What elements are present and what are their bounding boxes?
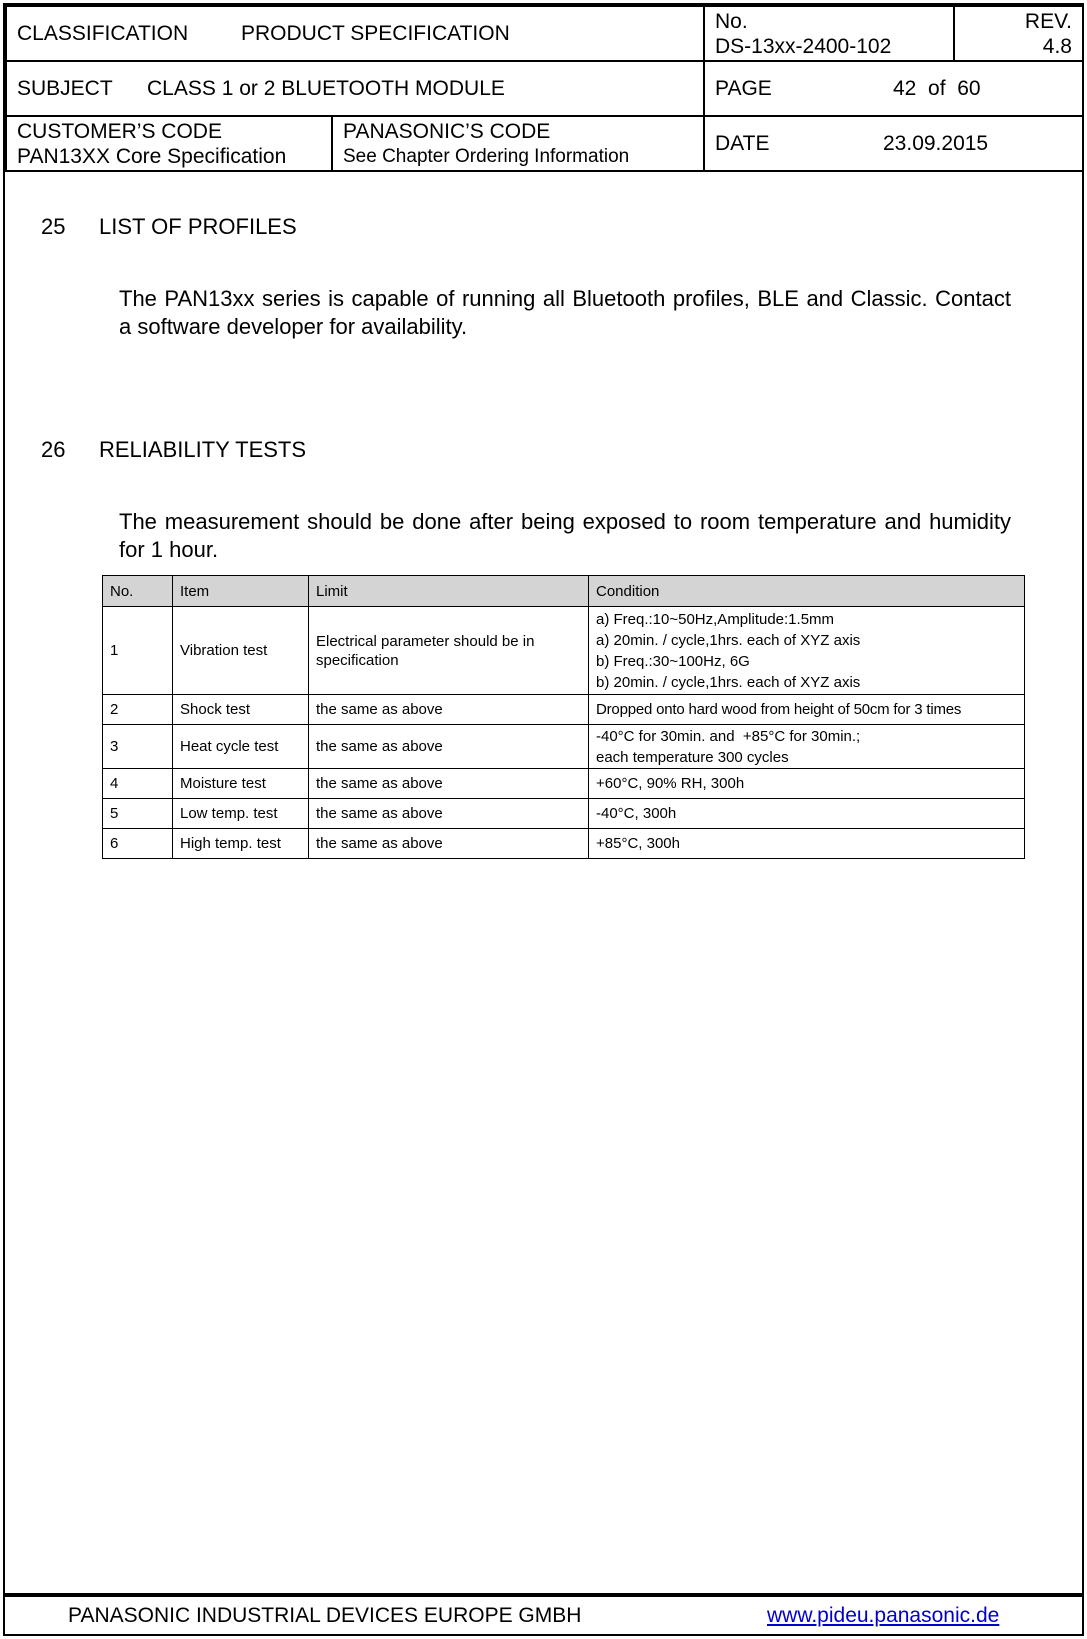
page-footer (5, 1601, 1082, 1631)
doc-number-value: DS-13xx-2400-102 (715, 34, 892, 58)
footer-divider (5, 1593, 1082, 1597)
page-cell (704, 61, 1083, 116)
row-limit: the same as above (309, 695, 589, 725)
subject-label: SUBJECT (17, 77, 113, 100)
condition-line: +60°C, 90% RH, 300h (596, 775, 745, 792)
row-item: Heat cycle test (173, 725, 309, 769)
section-26-body: The measurement should be done after being exposed to room temperature and humidity for 1 hour. (119, 509, 1011, 562)
row-limit: the same as above (309, 725, 589, 769)
header-limit: Limit (309, 576, 589, 607)
table-row (103, 607, 1025, 695)
customer-code-label: CUSTOMER’S CODE (17, 119, 222, 143)
row-no: 1 (103, 607, 173, 695)
row-limit: the same as above (309, 799, 589, 829)
footer-website-link[interactable]: www.pideu.panasonic.de (767, 1604, 1000, 1627)
row-limit: the same as above (309, 769, 589, 799)
section-26-title: RELIABILITY TESTS (99, 437, 307, 462)
date-cell (704, 116, 1083, 171)
panasonic-code-value: See Chapter Ordering Information (343, 145, 630, 167)
subject-value: CLASS 1 or 2 BLUETOOTH MODULE (147, 77, 505, 100)
doc-number-label: No. (715, 9, 748, 33)
subject-cell (6, 61, 704, 116)
customer-code-cell (6, 116, 332, 171)
section-25-title: LIST OF PROFILES (99, 214, 297, 239)
table-row (103, 769, 1025, 799)
section-26-heading (41, 437, 306, 463)
date-label: DATE (715, 132, 770, 155)
row-no: 5 (103, 799, 173, 829)
classification-label: CLASSIFICATION (17, 22, 189, 45)
condition-line: each temperature 300 cycles (596, 748, 789, 766)
row-item: Vibration test (173, 607, 309, 695)
row-no: 2 (103, 695, 173, 725)
condition-line: a) Freq.:10~50Hz,Amplitude:1.5mm (596, 610, 835, 628)
reliability-table (102, 575, 1025, 859)
row-item: High temp. test (173, 829, 309, 859)
row-no: 3 (103, 725, 173, 769)
section-25-heading (41, 214, 297, 240)
row-no: 6 (103, 829, 173, 859)
classification-value: PRODUCT SPECIFICATION (241, 22, 510, 45)
condition-line: b) Freq.:30~100Hz, 6G (596, 652, 750, 670)
page-frame (3, 3, 1084, 1636)
date-value: 23.09.2015 (883, 132, 989, 155)
header-no: No. (103, 576, 173, 607)
row-item: Shock test (173, 695, 309, 725)
section-26-number: 26 (41, 437, 66, 462)
revision-value: 4.8 (1042, 34, 1072, 58)
row-condition (589, 799, 1025, 829)
row-condition (589, 829, 1025, 859)
row-item: Moisture test (173, 769, 309, 799)
table-row (103, 725, 1025, 769)
condition-line: +85°C, 300h (596, 835, 680, 852)
customer-code-value: PAN13XX Core Specification (17, 144, 287, 168)
doc-number-cell (704, 6, 954, 61)
condition-line: Dropped onto hard wood from height of 50cm for 3 times (596, 701, 962, 718)
panasonic-code-cell (332, 116, 704, 171)
document-header (5, 5, 1084, 172)
row-condition (589, 607, 1025, 695)
row-limit: the same as above (309, 829, 589, 859)
header-item: Item (173, 576, 309, 607)
table-row (103, 829, 1025, 859)
revision-label: REV. (1024, 9, 1072, 33)
row-limit: Electrical parameter should be in specification (309, 607, 589, 695)
condition-line: a) 20min. / cycle,1hrs. each of XYZ axis (596, 631, 861, 649)
revision-cell (954, 6, 1083, 61)
section-25-body: The PAN13xx series is capable of running all Bluetooth profiles, BLE and Classic. Contact a software developer for availability. (119, 286, 1011, 339)
table-row (103, 799, 1025, 829)
row-condition (589, 695, 1025, 725)
section-25-number: 25 (41, 214, 66, 239)
row-condition (589, 769, 1025, 799)
footer-company: PANASONIC INDUSTRIAL DEVICES EUROPE GMBH (68, 1604, 582, 1627)
row-no: 4 (103, 769, 173, 799)
table-header-row (103, 576, 1025, 607)
page-label: PAGE (715, 77, 772, 100)
page-value: 42 of 60 (893, 77, 981, 100)
row-item: Low temp. test (173, 799, 309, 829)
classification-cell (6, 6, 704, 61)
condition-line: b) 20min. / cycle,1hrs. each of XYZ axis (596, 673, 861, 691)
header-condition: Condition (589, 576, 1025, 607)
condition-line: -40°C, 300h (596, 805, 677, 822)
table-row (103, 695, 1025, 725)
row-condition (589, 725, 1025, 769)
panasonic-code-label: PANASONIC’S CODE (343, 119, 551, 143)
condition-line: -40°C for 30min. and +85°C for 30min.; (596, 727, 861, 745)
